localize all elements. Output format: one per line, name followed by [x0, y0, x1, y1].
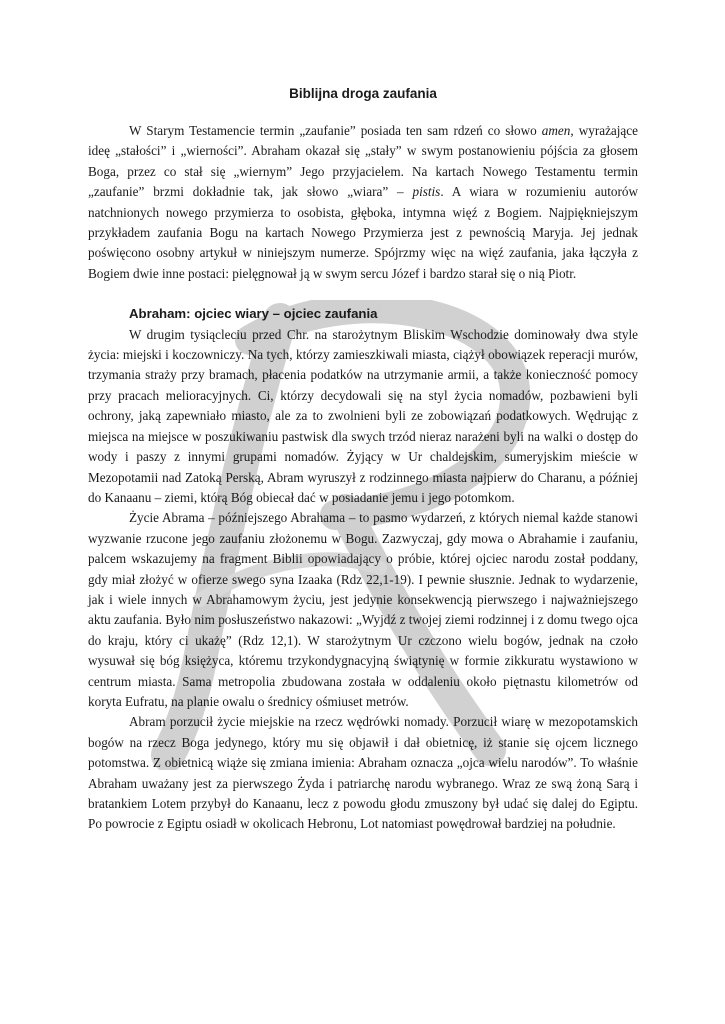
body-paragraph: Abram porzucił życie miejskie na rzecz wędrówki nomady. Porzucił wiarę w mezopotamskich bogów na rzecz Boga jedynego, który mu się objawił i dał obietnicę, iż stanie się ojcem licznego potomstwa. Z obietnicą wiąże się zmiana imienia: Abraham oznacza „ojca wielu narodów”. To właśnie Abraham uważany jest za pierwszego Żyda i patriarchę narodu wybranego. Wraz ze swą żoną Sarą i bratankiem Lotem przybył do Kanaanu, lecz z powodu głodu zmuszony był udać się dalej do Egiptu. Po powrocie z Egiptu osiadł w okolicach Hebronu, Lot natomiast powędrował bardziej na południe. [88, 714, 638, 832]
body-paragraph: W drugim tysiącleciu przed Chr. na starożytnym Bliskim Wschodzie dominowały dwa style życia: miejski i koczowniczy. Na tych, którzy zamieszkiwali miasta, ciążył obowiązek reperacji murów, trzymania straży przy bramach, płacenia podatków na utrzymanie armii, a także konieczność pomocy przy pracach melioracyjnych. Ci, którzy decydowali się na styl życia nomadów, pozbawieni byli ochrony, jaką zapewniało miasto, ale za to zwolnieni byli ze zobowiązań podatkowych. Wędrując z miejsca na miejsce w poszukiwaniu pastwisk dla swych trzód nieraz narażeni byli na walki o dostęp do wody i paszy z innymi grupami nomadów. Żyjący w Ur chaldejskim, sumeryjskim mieście w Mezopotamii nad Zatoką Perską, Abram wyruszył z rodzinnego miasta najpierw do Charanu, a później do Kanaanu – ziemi, którą Bóg obiecał dać w posiadanie jemu i jego potomkom. [88, 326, 638, 505]
intro-word-amen: amen [541, 123, 571, 138]
intro-text-part-2: , wyrażające ideę „stałości” i „wierności”. Abraham okazał się „stały” w swym postanowieniu pójścia za głosem Boga, przez co stał się „wiernym” Jego przyjacielem. Na kartach Nowego Testamentu termin „zaufanie” brzmi dokładnie tak, jak słowo „wiara” – [88, 123, 638, 200]
intro-text-part-3: . A wiara w rozumieniu autorów natchnionych nowego przymierza to osobista, głęboka, intymna więź z Bogiem. Najpiękniejszym przykładem zaufania Bogu na kartach Nowego Przymierza jest z pewnością Maryja. Jej jednak poświęcono osobny artykuł w niniejszym numerze. Spójrzmy więc na więź zaufania, jaka łączyła z Bogiem dwie inne postaci: pielęgnował ją w swym sercu Józef i bardzo starał się o nią Piotr. [88, 184, 638, 281]
intro-text-part-1: W Starym Testamencie termin „zaufanie” posiada ten sam rdzeń co słowo [129, 123, 542, 138]
section-heading: Abraham: ojciec wiary – ojciec zaufania [129, 306, 378, 322]
intro-paragraph [88, 121, 638, 284]
body-paragraph: Życie Abrama – późniejszego Abrahama – to pasmo wydarzeń, z których niemal każde stanowi wyzwanie rzucone jego zaufaniu złożonemu w Bogu. Zazwyczaj, gdy mowa o Abrahamie i zaufaniu, palcem wskazujemy na fragment Biblii opowiadający o próbie, której ojciec narodu został poddany, gdy miał złożyć w ofierze swego syna Izaaka (Rdz 22,1-19). I pewnie słusznie. Jednak to wydarzenie, jak i wiele innych w Abrahamowym życiu, jest jedynie konsekwencją pierwszego i najważniejszego aktu zaufania. Było nim posłuszeństwo nakazowi: „Wyjdź z twojej ziemi rodzinnej i z domu twego ojca do kraju, który ci ukażę” (Rdz 12,1). W starożytnym Ur czczono wielu bogów, jednak na czoło wysuwał się bóg księżyca, któremu trzykondygnacyjną świątynię w formie zikkuratu wystawiono w centrum miasta. Sama metropolia zbudowana została w oddaleniu około piętnastu kilometrów od koryta Eufratu, na planie owalu o średnicy ośmiuset metrów. [88, 510, 638, 709]
document-title: Biblijna droga zaufania [289, 86, 437, 101]
document-body [88, 84, 638, 835]
intro-word-pistis: pistis [412, 184, 441, 200]
